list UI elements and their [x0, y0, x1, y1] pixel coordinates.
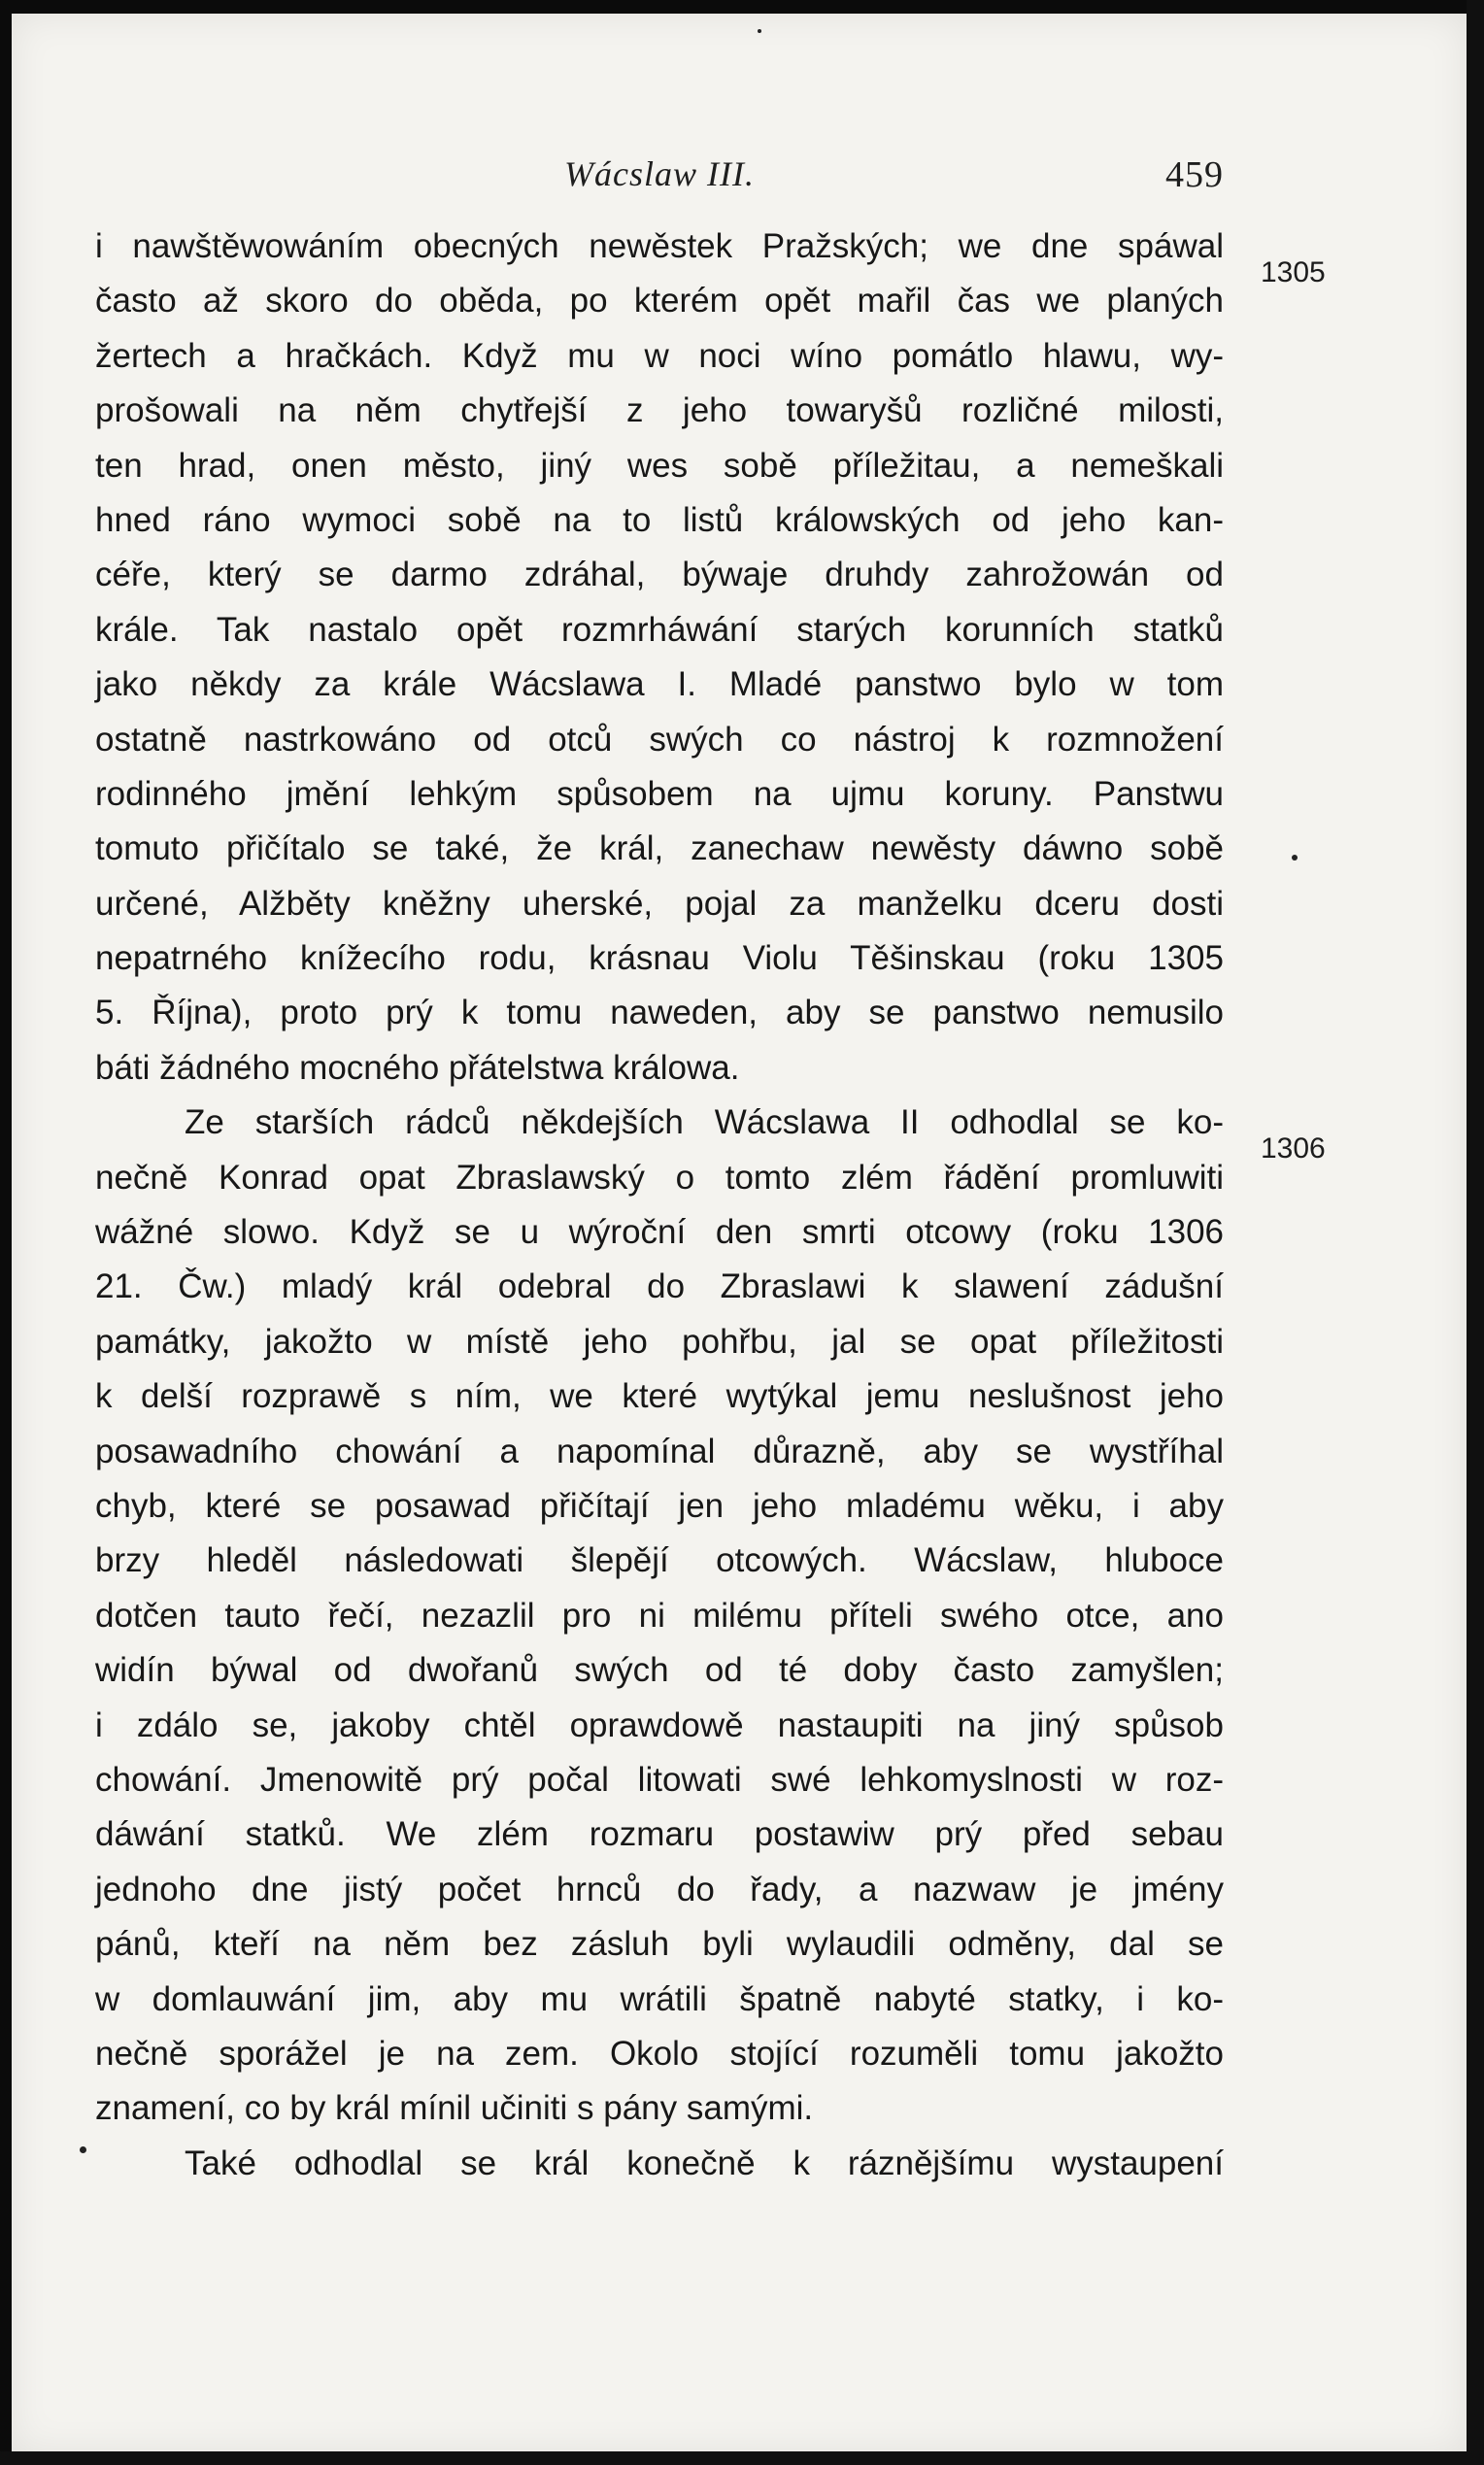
text-line-paragraph-start: Ze starších rádců někdejších Wácslawa II odhodlal se ko-	[185, 1103, 1224, 1142]
text-line: pánů, kteří na něm bez zásluh byli wylaudili odměny, dal se	[95, 1925, 1224, 1964]
text-line: 5. Října), proto prý k tomu naweden, aby se panstwo nemusilo	[95, 994, 1224, 1032]
text-line: žertech a hračkách. Když mu w noci wíno pomátlo hlawu, wy-	[95, 336, 1224, 375]
text-line: jednoho dne jistý počet hrnců do řady, a nazwaw je jmény	[95, 1870, 1224, 1908]
text-line: krále. Tak nastalo opět rozmrháwání starých korunních statků	[95, 610, 1224, 649]
text-line: w domlauwání jim, aby mu wrátili špatně nabyté statky, i ko-	[95, 1979, 1224, 2018]
text-line: chyb, které se posawad přičítají jen jeho mladému wěku, i aby	[95, 1486, 1224, 1525]
text-line: ten hrad, onen město, jiný wes sobě příležitau, a nemeškali	[95, 446, 1224, 485]
text-line: často až skoro do oběda, po kterém opět mařil čas we planých	[95, 282, 1224, 321]
text-line: k delší rozprawě s ním, we které wytýkal jemu neslušnost jeho	[95, 1377, 1224, 1416]
text-line: i nawštěwowáním obecných newěstek Pražských; we dne spáwal	[95, 227, 1224, 265]
scan-speck	[1292, 855, 1298, 861]
text-line: i zdálo se, jakoby chtěl oprawdowě nastaupiti na jiný spůsob	[95, 1705, 1224, 1744]
margin-year-1305: 1305	[1261, 256, 1326, 288]
text-line-paragraph-start: Také odhodlal se král konečně k ráznějšímu wystaupení	[185, 2144, 1224, 2182]
scan-border-bottom	[0, 2451, 1484, 2465]
margin-year-1306: 1306	[1261, 1132, 1326, 1165]
text-line: hned ráno wymoci sobě na to listů králowských od jeho kan-	[95, 500, 1224, 539]
text-line: památky, jakožto w místě jeho pohřbu, jal se opat příležitosti	[95, 1322, 1224, 1361]
text-line: nečně sporážel je na zem. Okolo stojící rozuměli tomu jakožto	[95, 2034, 1224, 2073]
text-line: brzy hleděl následowati šlepějí otcowých. Wácslaw, hluboce	[95, 1541, 1224, 1580]
text-line: 21. Čw.) mladý král odebral do Zbraslawi k slawení zádušní	[95, 1267, 1224, 1306]
text-line: dotčen tauto řečí, nezazlil pro ni milému příteli swého otce, ano	[95, 1596, 1224, 1635]
text-line: prošowali na něm chytřejší z jeho towaryšů rozličné milosti,	[95, 391, 1224, 430]
running-head	[95, 153, 1224, 212]
text-line-paragraph-end: znamení, co by král mínil učiniti s pány samými.	[95, 2089, 814, 2128]
text-line: tomuto přičítalo se také, že král, zanechaw newěsty dáwno sobě	[95, 829, 1224, 868]
body-text	[95, 219, 1224, 2191]
scan-speck	[758, 29, 761, 33]
text-line: rodinného jmění lehkým spůsobem na ujmu koruny. Panstwu	[95, 774, 1224, 813]
scan-speck	[80, 2146, 86, 2153]
text-line: widín býwal od dwořanů swých od té doby často zamyšlen;	[95, 1651, 1224, 1690]
text-line: ostatně nastrkowáno od otců swých co nástroj k rozmnožení	[95, 720, 1224, 759]
text-line: céře, který se darmo zdráhal, býwaje druhdy zahrožowán od	[95, 556, 1224, 594]
text-line: nečně Konrad opat Zbraslawský o tomto zlém řádění promluwiti	[95, 1158, 1224, 1197]
scan-border-right	[1467, 0, 1484, 2465]
page-number: 459	[1165, 154, 1224, 195]
running-head-title: Wácslaw III.	[564, 154, 755, 193]
text-line: určené, Alžběty kněžny uherské, pojal za manželku dceru dosti	[95, 884, 1224, 923]
text-line: chowání. Jmenowitě prý počal litowati swé lehkomyslnosti w roz-	[95, 1760, 1224, 1799]
text-line: wážné slowo. Když se u wýroční den smrti otcowy (roku 1306	[95, 1213, 1224, 1252]
text-line-paragraph-end: báti žádného mocného přátelstwa králowa.	[95, 1048, 740, 1087]
text-line: jako někdy za krále Wácslawa I. Mladé panstwo bylo w tom	[95, 665, 1224, 704]
text-line: dáwání statků. We zlém rozmaru postawiw prý před sebau	[95, 1815, 1224, 1854]
text-line: nepatrného knížecího rodu, krásnau Violu Těšinskau (roku 1305	[95, 939, 1224, 978]
text-line: posawadního chowání a napomínal důrazně, aby se wystříhal	[95, 1432, 1224, 1470]
